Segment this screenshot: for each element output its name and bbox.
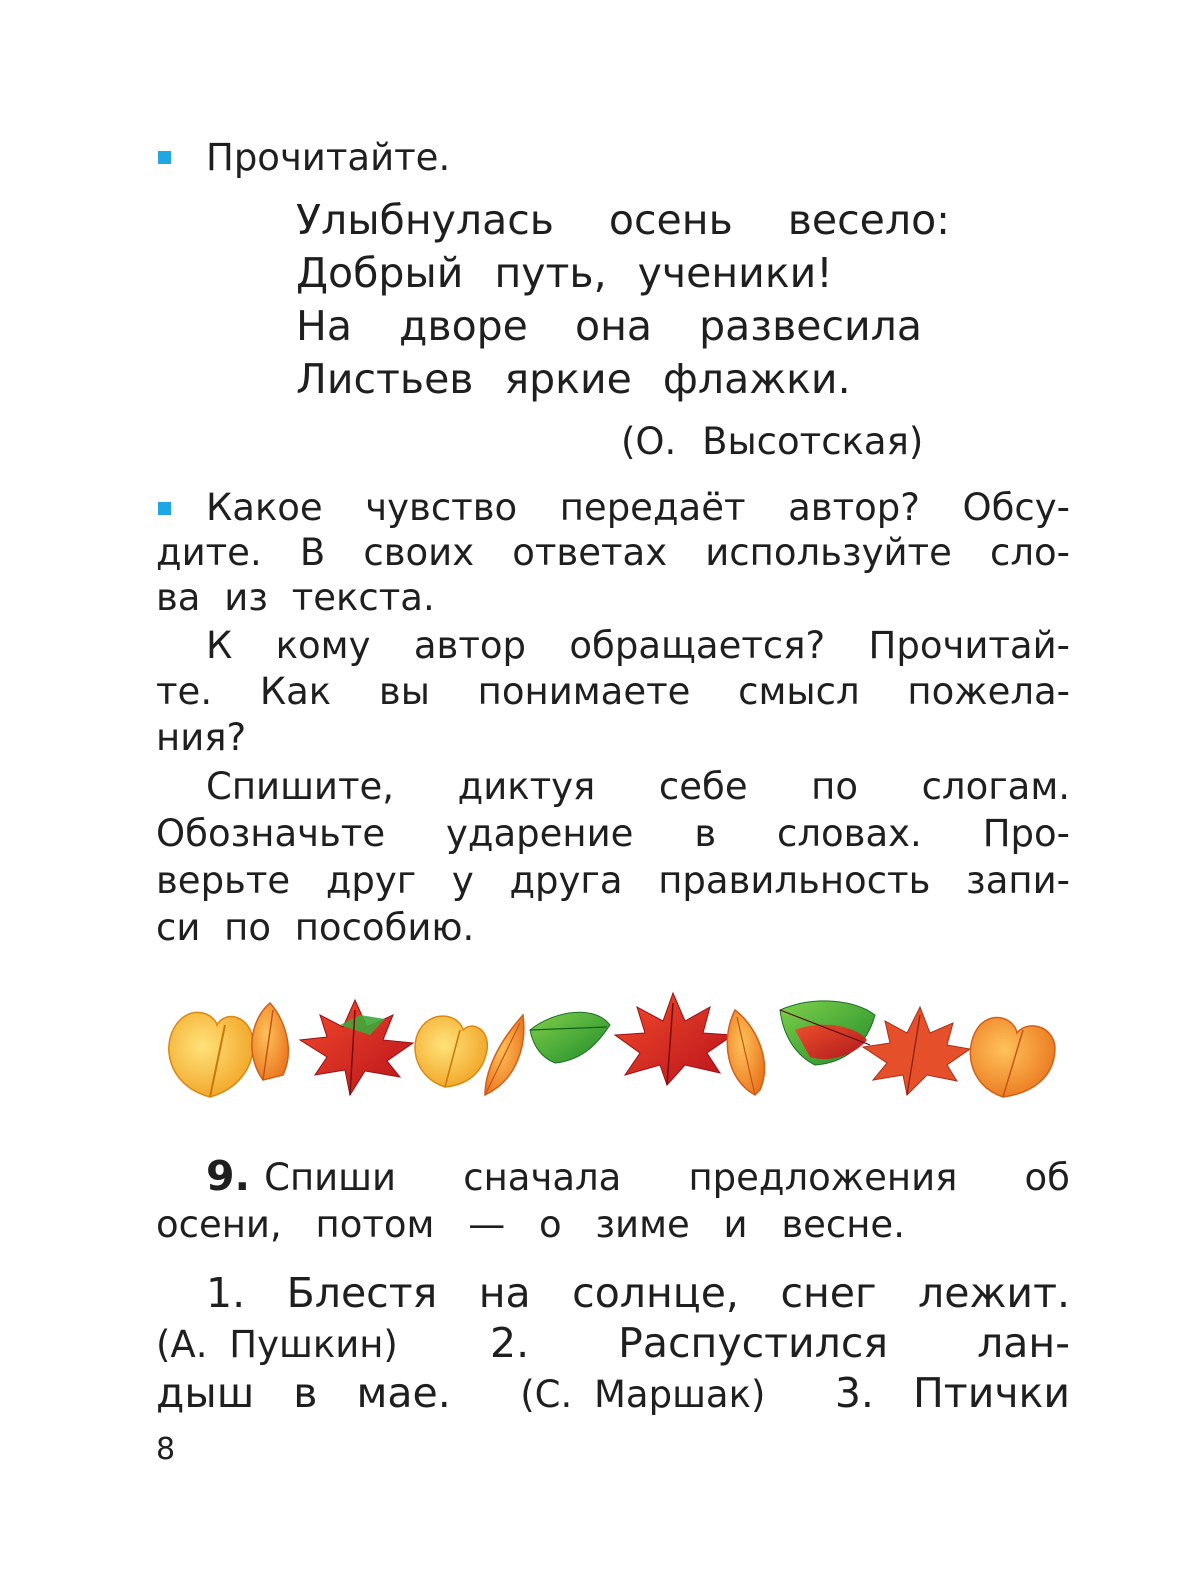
poem-line: Добрый путь, ученики! — [296, 249, 833, 297]
instruction-line: ва из текста. — [156, 576, 435, 619]
sentence-line — [156, 1368, 1070, 1418]
instruction-line: дите. В своих ответах используйте сло- — [156, 531, 1070, 574]
instruction-line: ния? — [156, 716, 247, 759]
poem-line: Улыбнулась осень весело: — [296, 196, 950, 244]
poem-author: (О. Высотская) — [621, 420, 924, 463]
instruction-line: Спишите, диктуя себе по слогам. — [206, 765, 1070, 808]
bullet-marker — [158, 151, 171, 164]
author-credit: (А. Пушкин) — [156, 1323, 398, 1366]
bullet-marker — [158, 502, 171, 515]
instruction-line: си по пособию. — [156, 906, 475, 949]
sentence-text: 2. Распустился лан- — [490, 1319, 1070, 1367]
autumn-leaves-illustration — [155, 985, 1073, 1115]
instruction-line: Какое чувство передаёт автор? Обсу- — [206, 486, 1070, 529]
instruction-line: Обозначьте ударение в словах. Про- — [156, 812, 1070, 855]
sentence-text: 3. Птички — [834, 1369, 1070, 1417]
page-number: 8 — [156, 1432, 176, 1467]
sentence-line — [156, 1318, 1070, 1368]
instruction-line: К кому автор обращается? Прочитай- — [206, 624, 1070, 667]
instruction-read: Прочитайте. — [206, 136, 451, 179]
sentence-line: 1. Блестя на солнце, снег лежит. — [206, 1269, 1070, 1317]
exercise-task — [206, 1153, 1070, 1201]
instruction-line: те. Как вы понимаете смысл пожела- — [156, 670, 1070, 713]
poem-line: На дворе она развесила — [296, 302, 922, 350]
exercise-task-line: осени, потом — о зиме и весне. — [156, 1203, 905, 1246]
exercise-number: 9. — [206, 1152, 251, 1200]
exercise-task-line: Спиши сначала предложения об — [264, 1156, 1070, 1199]
sentence-text: дыш в мае. — [156, 1369, 451, 1417]
poem-line: Листьев яркие флажки. — [296, 355, 851, 403]
instruction-line: верьте друг у друга правильность запи- — [156, 859, 1070, 902]
author-credit: (С. Маршак) — [520, 1373, 766, 1416]
